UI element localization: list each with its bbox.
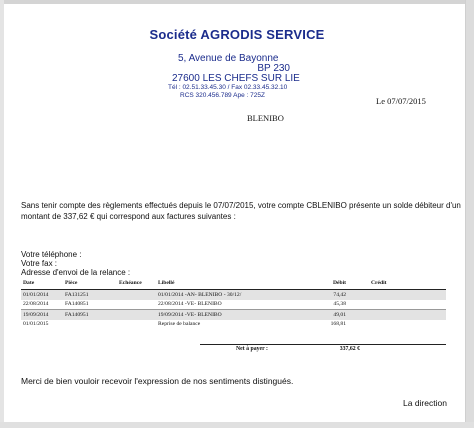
company-address-line3: 27600 LES CHEFS SUR LIE xyxy=(172,73,300,84)
cell-piece: FA131251 xyxy=(65,291,89,298)
company-phone-fax: Tél : 02.51.33.45.30 / Fax 02.33.45.32.10 xyxy=(168,84,288,91)
table-row xyxy=(21,320,446,330)
cell-libelle: 19/09/2014 -VE- BLENIBO xyxy=(158,311,222,318)
cell-debit: 74,42 xyxy=(333,291,346,298)
cell-debit: 45,38 xyxy=(333,301,346,307)
company-name: Société AGRODIS SERVICE xyxy=(149,27,325,42)
window-bottom-border xyxy=(0,422,474,428)
cell-debit: 168,81 xyxy=(330,321,346,327)
cell-libelle: 01/01/2014 -AN- BLENIBO - 30/12/ xyxy=(158,291,242,298)
closing-text: Merci de bien vouloir recevoir l'expression de nos sentiments distingués. xyxy=(21,376,294,386)
cell-libelle: 22/08/2014 -VE- BLENIBO xyxy=(158,301,222,307)
total-value: 337,62 € xyxy=(339,346,360,352)
company-address-line1: 5, Avenue de Bayonne xyxy=(178,53,279,64)
company-address-line2: BP 230 xyxy=(257,63,290,74)
fax-label: Votre fax : xyxy=(21,259,58,268)
header-credit: Crédit xyxy=(371,280,387,286)
cell-piece: FA140951 xyxy=(65,311,89,318)
company-rcs: RCS 320.456.789 Ape : 725Z xyxy=(180,92,265,99)
cell-debit: 49,01 xyxy=(333,311,346,318)
table-header xyxy=(21,278,446,290)
header-date: Date xyxy=(23,280,35,286)
header-piece: Pièce xyxy=(65,280,78,286)
header-debit: Débit xyxy=(332,280,346,286)
signoff-text: La direction xyxy=(403,398,447,408)
reminder-address-label: Adresse d'envoi de la relance : xyxy=(21,268,131,277)
cell-date: 01/01/2015 xyxy=(23,321,49,327)
recipient-name: BLENIBO xyxy=(247,113,284,123)
cell-date: 01/01/2014 xyxy=(23,291,49,298)
table-row xyxy=(21,290,446,300)
table-row xyxy=(21,300,446,311)
cell-date: 19/09/2014 xyxy=(23,311,49,318)
letter-date: Le 07/07/2015 xyxy=(376,96,426,106)
total-rule xyxy=(200,344,446,345)
table-row xyxy=(21,310,446,320)
cell-libelle: Reprise de balance xyxy=(158,321,201,327)
header-echeance: Echéance xyxy=(119,280,142,286)
invoice-table xyxy=(21,278,446,329)
total-label: Net à payer : xyxy=(236,346,268,352)
letter-body: Sans tenir compte des règlements effectués depuis le 07/07/2015, votre compte CBLENIBO présente un solde débiteur d'un montant de 337,62 € qui correspond aux factures suivantes : xyxy=(21,201,461,221)
vertical-scrollbar[interactable] xyxy=(465,0,474,428)
header-libelle: Libellé xyxy=(158,280,175,286)
window-top-border xyxy=(0,0,474,4)
phone-label: Votre téléphone : xyxy=(21,250,82,259)
cell-date: 22/08/2014 xyxy=(23,301,49,307)
cell-piece: FA140851 xyxy=(65,301,89,307)
window-left-border xyxy=(0,0,4,428)
